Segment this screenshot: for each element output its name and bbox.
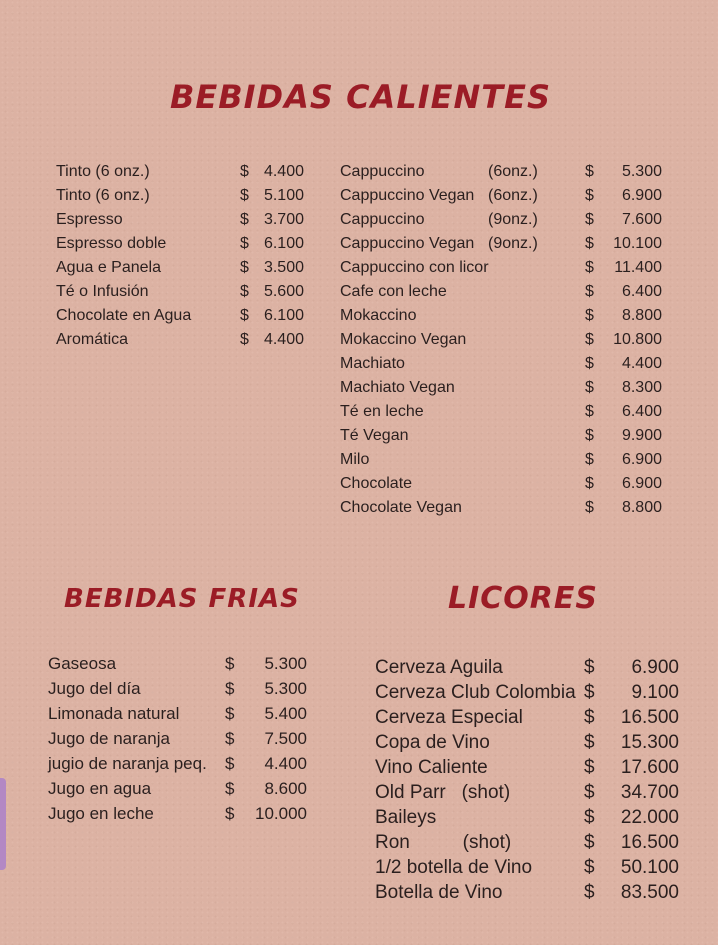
item-price [584,707,679,729]
item-price [225,679,307,699]
item-price [584,657,679,679]
item-name: Tinto (6 onz.) [56,163,150,180]
currency-symbol: $ [584,807,595,828]
currency-symbol: $ [585,379,594,396]
currency-symbol: $ [584,732,595,753]
currency-symbol: $ [585,475,594,492]
price-value: 8.800 [621,307,662,324]
item-name: Espresso [56,211,123,228]
price-value: 16.500 [620,832,679,853]
item-name: Jugo en leche [48,804,154,823]
price-value: 4.400 [263,331,304,348]
currency-symbol: $ [585,355,594,372]
currency-symbol: $ [585,163,594,180]
item-name: Cappuccino Vegan [340,187,475,204]
item-name: Vino Caliente [375,757,488,778]
item-name: Gaseosa [48,654,117,673]
currency-symbol: $ [584,857,595,878]
currency-symbol: $ [585,187,594,204]
price-value: 6.400 [621,283,662,300]
item-size: (9onz.) [488,211,538,228]
currency-symbol: $ [240,331,249,348]
item-price [585,475,662,493]
item-price [584,807,679,829]
item-name: Cafe con leche [340,283,447,300]
item-name: 1/2 botella de Vino [375,857,533,878]
price-value: 8.600 [264,779,307,798]
item-name: Cappuccino [340,163,425,180]
item-price [585,187,662,205]
currency-symbol: $ [240,211,249,228]
item-name: Cappuccino Vegan [340,235,475,252]
item-size: (6onz.) [488,163,538,180]
price-value: 3.500 [263,259,304,276]
currency-symbol: $ [240,187,249,204]
price-value: 6.900 [621,451,662,468]
item-price [584,682,679,704]
item-price [225,779,307,799]
price-value: 3.700 [263,211,304,228]
item-price [240,283,304,301]
item-price [585,331,662,349]
item-price [585,427,662,445]
item-name: Machiato Vegan [340,379,455,396]
price-value: 10.800 [613,331,662,348]
item-price [584,757,679,779]
item-name: Agua e Panela [56,259,161,276]
item-price [585,451,662,469]
item-name: Limonada natural [48,704,180,723]
currency-symbol: $ [225,804,235,823]
currency-symbol: $ [585,283,594,300]
item-price [585,355,662,373]
price-value: 5.300 [264,654,307,673]
item-size: (9onz.) [488,235,538,252]
item-name: Té o Infusión [56,283,149,300]
price-value: 5.300 [621,163,662,180]
price-value: 4.400 [621,355,662,372]
item-name: Cappuccino [340,211,425,228]
currency-symbol: $ [584,657,595,678]
item-name: Botella de Vino [375,882,503,903]
item-price [584,857,679,879]
price-value: 9.900 [621,427,662,444]
item-price [584,832,679,854]
price-value: 6.400 [621,403,662,420]
currency-symbol: $ [240,283,249,300]
currency-symbol: $ [585,499,594,516]
item-price [225,729,307,749]
currency-symbol: $ [585,451,594,468]
item-price [225,654,307,674]
item-price [240,307,304,325]
item-price [585,163,662,181]
item-name: Chocolate Vegan [340,499,462,516]
item-name: Mokaccino [340,307,417,324]
item-name: Espresso doble [56,235,167,252]
item-price [240,235,304,253]
currency-symbol: $ [225,754,235,773]
item-price [585,235,662,253]
price-value: 10.100 [613,235,662,252]
currency-symbol: $ [585,211,594,228]
currency-symbol: $ [225,729,235,748]
currency-symbol: $ [584,882,595,903]
item-price [585,283,662,301]
item-price [240,187,304,205]
item-price [585,379,662,397]
price-value: 83.500 [620,882,679,903]
currency-symbol: $ [585,331,594,348]
price-value: 50.100 [620,857,679,878]
side-tab-handle[interactable] [0,778,6,870]
item-name: Cerveza Aguila [375,657,503,678]
hot-drinks-title: BEBIDAS CALIENTES [170,78,551,116]
currency-symbol: $ [585,259,594,276]
price-value: 7.600 [621,211,662,228]
cold-drinks-title: BEBIDAS FRIAS [64,584,300,614]
currency-symbol: $ [240,307,249,324]
price-value: 5.100 [263,187,304,204]
item-price [585,403,662,421]
item-name: Tinto (6 onz.) [56,187,150,204]
price-value: 22.000 [620,807,679,828]
currency-symbol: $ [584,707,595,728]
item-name: Copa de Vino [375,732,490,753]
price-value: 10.000 [255,804,307,823]
item-name: Ron (shot) [375,832,512,853]
currency-symbol: $ [240,163,249,180]
item-price [584,782,679,804]
item-name: jugio de naranja peq. [48,754,207,773]
item-name: Aromática [56,331,129,348]
currency-symbol: $ [584,782,595,803]
item-price [240,331,304,349]
item-name: Jugo de naranja [48,729,170,748]
item-price [225,754,307,774]
price-value: 6.900 [631,657,679,678]
item-price [225,804,307,824]
currency-symbol: $ [585,235,594,252]
item-name: Cerveza Club Colombia [375,682,576,703]
currency-symbol: $ [584,682,595,703]
item-price [240,211,304,229]
item-name: Jugo del día [48,679,141,698]
currency-symbol: $ [585,307,594,324]
item-name: Cappuccino con licor [340,259,489,276]
price-value: 34.700 [620,782,679,803]
item-price [585,211,662,229]
price-value: 5.600 [263,283,304,300]
item-name: Té en leche [340,403,424,420]
price-value: 4.400 [263,163,304,180]
item-price [585,499,662,517]
price-value: 16.500 [620,707,679,728]
item-price [225,704,307,724]
item-name: Cerveza Especial [375,707,523,728]
currency-symbol: $ [584,832,595,853]
item-name: Baileys [375,807,437,828]
currency-symbol: $ [240,259,249,276]
price-value: 6.100 [263,307,304,324]
item-price [584,882,679,904]
price-value: 15.300 [620,732,679,753]
price-value: 7.500 [264,729,307,748]
item-price [584,732,679,754]
price-value: 5.300 [264,679,307,698]
price-value: 6.900 [621,187,662,204]
price-value: 8.300 [621,379,662,396]
item-price [585,259,662,277]
price-value: 11.400 [614,259,662,276]
currency-symbol: $ [225,654,235,673]
currency-symbol: $ [225,679,235,698]
item-name: Mokaccino Vegan [340,331,467,348]
item-name: Machiato [340,355,405,372]
item-name: Jugo en agua [48,779,152,798]
price-value: 4.400 [264,754,307,773]
currency-symbol: $ [225,779,235,798]
item-name: Té Vegan [340,427,409,444]
price-value: 6.100 [263,235,304,252]
currency-symbol: $ [584,757,595,778]
item-size: (6onz.) [488,187,538,204]
currency-symbol: $ [585,427,594,444]
currency-symbol: $ [225,704,235,723]
item-name: Chocolate [340,475,413,492]
item-price [240,259,304,277]
currency-symbol: $ [240,235,249,252]
price-value: 5.400 [264,704,307,723]
currency-symbol: $ [585,403,594,420]
item-name: Milo [340,451,370,468]
price-value: 8.800 [621,499,662,516]
price-value: 9.100 [631,682,679,703]
item-price [240,163,304,181]
item-name: Chocolate en Agua [56,307,192,324]
price-value: 17.600 [620,757,679,778]
liquor-title: LICORES [448,581,598,616]
price-value: 6.900 [621,475,662,492]
item-name: Old Parr (shot) [375,782,511,803]
item-price [585,307,662,325]
